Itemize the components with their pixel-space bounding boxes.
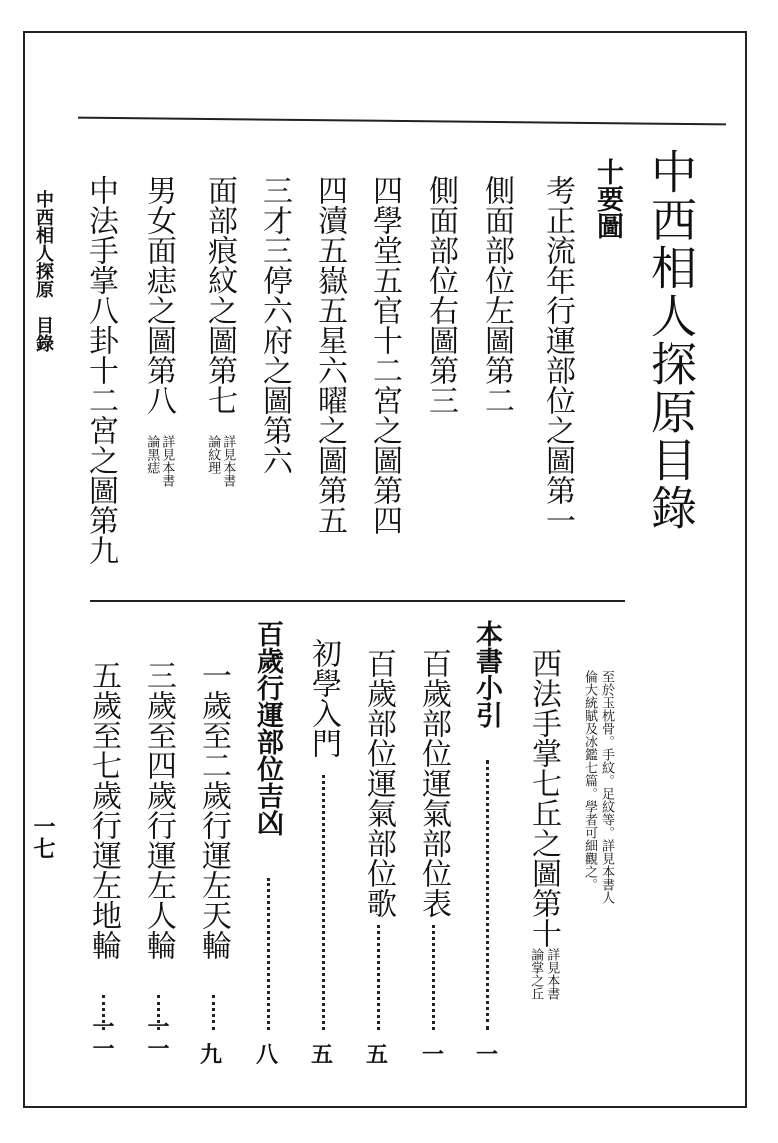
section-header-ten-diagrams: 十要圖 (592, 158, 623, 239)
toc-intro: 本書小引 (471, 620, 502, 728)
toc-fortune-3: 五歲至七歲行運左地輪 (86, 660, 121, 960)
middle-rule (90, 600, 625, 602)
toc-entry-10: 西法手掌七丘之圖第十 (526, 648, 561, 948)
page-ref-intro: 一 (476, 1042, 499, 1068)
leader-dots-fortune-1 (212, 995, 215, 1030)
toc-song: 百歲部位運氣部位歌 (361, 648, 396, 918)
toc-fortune-2: 三歲至四歲行運左人輪 (141, 660, 176, 960)
toc-fortune-1: 一歲至二歲行運左天輪 (196, 660, 231, 960)
page-ref-fortune-1: 九 (200, 1042, 223, 1068)
toc-entry-4: 四學堂五官十二宮之圖第四 (367, 175, 402, 535)
toc-primer: 初學入門 (306, 638, 341, 758)
toc-entry-1: 考正流年行運部位之圖第一 (540, 175, 575, 535)
page-ref-table: 一 (422, 1042, 445, 1068)
toc-entry-10-note-b: 論掌之丘 (528, 948, 544, 1000)
page-ref-fortune: 八 (256, 1042, 279, 1068)
page-ref-song: 五 (366, 1042, 389, 1068)
leader-dots-primer (322, 775, 325, 1030)
note-line-1: 至於玉枕骨。手紋。足紋等。詳見本書人 (599, 670, 614, 904)
toc-table: 百歲部位運氣部位表 (416, 648, 451, 918)
section-header-fortune: 百歲行運部位吉凶 (252, 620, 283, 836)
page-ref-fortune-3: 一一 (89, 1015, 115, 1059)
toc-entry-6: 三才三停六府之圖第六 (257, 175, 292, 475)
leader-dots-intro (486, 760, 489, 1030)
toc-entry-3: 側面部位右圖第三 (423, 175, 458, 415)
toc-entry-8-note-b: 論黑痣 (144, 435, 160, 474)
toc-entry-2: 側面部位左圖第二 (479, 175, 514, 415)
toc-entry-8: 男女面痣之圖第八 (141, 175, 176, 415)
toc-entry-10-note-a: 詳見本書 (544, 948, 560, 1000)
page-number: 一七 (30, 815, 56, 859)
leader-dots-table (432, 925, 435, 1030)
page-ref-fortune-2: 一一 (144, 1015, 170, 1059)
toc-entry-7-note-b: 論紋理 (205, 435, 221, 474)
toc-entry-7: 面部痕紋之圖第七 (202, 175, 237, 415)
toc-entry-9: 中法手掌八卦十二宮之圖第九 (83, 175, 118, 565)
leader-dots-fortune (267, 878, 270, 1030)
book-title: 中西相人探原目錄 (644, 148, 698, 532)
note-line-2: 倫大統賦及冰鑑七篇。學者可細觀之。 (582, 670, 597, 891)
toc-entry-5: 四瀆五嶽五星六曜之圖第五 (312, 175, 347, 535)
leader-dots-song (377, 925, 380, 1030)
page-ref-primer: 五 (311, 1042, 334, 1068)
toc-entry-7-note-a: 詳見本書 (220, 435, 236, 487)
toc-entry-8-note-a: 詳見本書 (159, 435, 175, 487)
running-header: 中西相人探原 目錄 (33, 190, 54, 352)
